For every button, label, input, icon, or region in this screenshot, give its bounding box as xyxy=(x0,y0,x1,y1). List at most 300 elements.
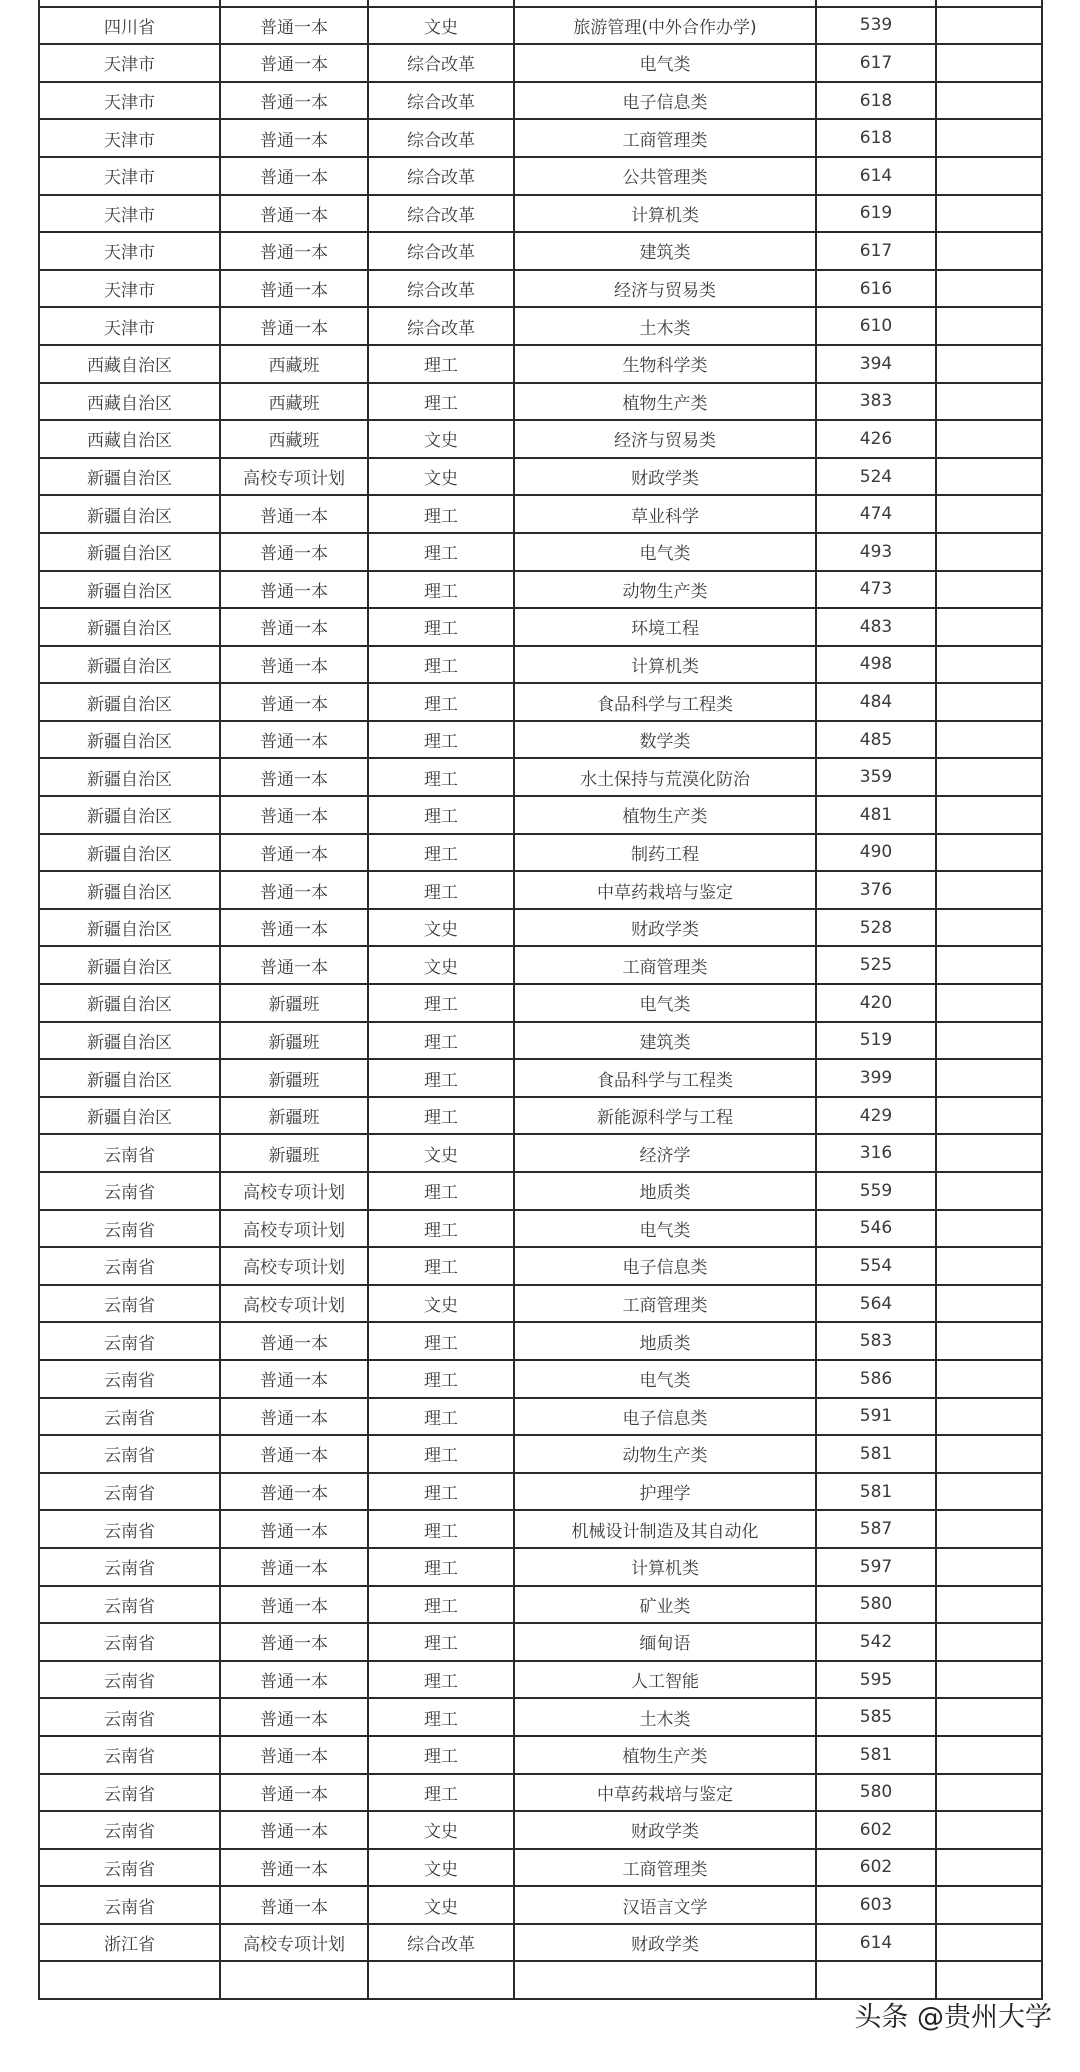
note-cell xyxy=(936,796,1042,834)
note-cell xyxy=(936,1623,1042,1661)
note-cell xyxy=(936,0,1042,7)
province-cell: 云南省 xyxy=(39,1661,220,1699)
batch-cell: 普通一本 xyxy=(220,533,368,571)
major-cell: 电气类 xyxy=(514,1210,816,1248)
score-cell: 580 xyxy=(816,1586,936,1624)
province-cell: 新疆自治区 xyxy=(39,1097,220,1135)
note-cell xyxy=(936,1134,1042,1172)
note-cell xyxy=(936,1435,1042,1473)
note-cell xyxy=(936,1736,1042,1774)
batch-cell: 普通一本 xyxy=(220,721,368,759)
province-cell: 新疆自治区 xyxy=(39,909,220,947)
province-cell: 云南省 xyxy=(39,1623,220,1661)
score-cell: 429 xyxy=(816,1097,936,1135)
score-cell: 618 xyxy=(816,82,936,120)
province-cell: 新疆自治区 xyxy=(39,758,220,796)
note-cell xyxy=(936,307,1042,345)
major-cell: 水土保持与荒漠化防治 xyxy=(514,758,816,796)
major-cell: 计算机类 xyxy=(514,195,816,233)
category-cell: 综合改革 xyxy=(368,44,514,82)
score-cell: 603 xyxy=(816,1886,936,1924)
note-cell xyxy=(936,1322,1042,1360)
score-cell xyxy=(816,0,936,7)
note-cell xyxy=(936,1247,1042,1285)
score-cell: 587 xyxy=(816,1510,936,1548)
major-cell: 汉语言文学 xyxy=(514,1886,816,1924)
table-row xyxy=(39,458,1042,496)
major-cell: 财政学类 xyxy=(514,458,816,496)
batch-cell: 普通一本 xyxy=(220,119,368,157)
score-cell: 519 xyxy=(816,1022,936,1060)
category-cell: 文史 xyxy=(368,1849,514,1887)
batch-cell: 普通一本 xyxy=(220,44,368,82)
category-cell: 理工 xyxy=(368,1435,514,1473)
table-row xyxy=(39,1435,1042,1473)
major-cell: 工商管理类 xyxy=(514,1285,816,1323)
major-cell: 植物生产类 xyxy=(514,796,816,834)
category-cell: 理工 xyxy=(368,1172,514,1210)
province-cell: 云南省 xyxy=(39,1811,220,1849)
category-cell: 理工 xyxy=(368,1774,514,1812)
province-cell: 云南省 xyxy=(39,1360,220,1398)
category-cell: 理工 xyxy=(368,1059,514,1097)
note-cell xyxy=(936,984,1042,1022)
score-cell: 583 xyxy=(816,1322,936,1360)
major-cell: 经济与贸易类 xyxy=(514,270,816,308)
table-row xyxy=(39,834,1042,872)
batch-cell: 普通一本 xyxy=(220,608,368,646)
category-cell: 综合改革 xyxy=(368,232,514,270)
table-row xyxy=(39,1961,1042,1999)
table-row xyxy=(39,909,1042,947)
table-row xyxy=(39,82,1042,120)
note-cell xyxy=(936,1360,1042,1398)
batch-cell xyxy=(220,0,368,7)
score-cell: 474 xyxy=(816,495,936,533)
table-row xyxy=(39,495,1042,533)
note-cell xyxy=(936,495,1042,533)
score-cell: 473 xyxy=(816,571,936,609)
score-cell: 581 xyxy=(816,1736,936,1774)
category-cell: 理工 xyxy=(368,571,514,609)
note-cell xyxy=(936,1097,1042,1135)
major-cell: 矿业类 xyxy=(514,1586,816,1624)
score-cell: 376 xyxy=(816,871,936,909)
batch-cell: 普通一本 xyxy=(220,1811,368,1849)
score-cell: 542 xyxy=(816,1623,936,1661)
table-row xyxy=(39,270,1042,308)
table-row xyxy=(39,383,1042,421)
table-row xyxy=(39,1548,1042,1586)
note-cell xyxy=(936,1661,1042,1699)
score-cell: 595 xyxy=(816,1661,936,1699)
table-row xyxy=(39,1247,1042,1285)
score-cell: 597 xyxy=(816,1548,936,1586)
category-cell: 理工 xyxy=(368,1586,514,1624)
table-row xyxy=(39,1510,1042,1548)
major-cell xyxy=(514,1961,816,1999)
batch-cell: 普通一本 xyxy=(220,82,368,120)
category-cell: 理工 xyxy=(368,1210,514,1248)
major-cell: 工商管理类 xyxy=(514,1849,816,1887)
category-cell: 理工 xyxy=(368,758,514,796)
major-cell: 公共管理类 xyxy=(514,157,816,195)
province-cell: 云南省 xyxy=(39,1849,220,1887)
table-row xyxy=(39,0,1042,7)
major-cell: 地质类 xyxy=(514,1322,816,1360)
table-row xyxy=(39,721,1042,759)
major-cell: 食品科学与工程类 xyxy=(514,683,816,721)
table-row xyxy=(39,646,1042,684)
category-cell: 文史 xyxy=(368,909,514,947)
major-cell: 土木类 xyxy=(514,1698,816,1736)
major-cell: 电气类 xyxy=(514,44,816,82)
table-row xyxy=(39,1473,1042,1511)
province-cell: 云南省 xyxy=(39,1774,220,1812)
score-cell: 591 xyxy=(816,1398,936,1436)
major-cell: 建筑类 xyxy=(514,232,816,270)
note-cell xyxy=(936,1285,1042,1323)
province-cell: 云南省 xyxy=(39,1247,220,1285)
score-cell: 528 xyxy=(816,909,936,947)
note-cell xyxy=(936,7,1042,45)
province-cell: 西藏自治区 xyxy=(39,420,220,458)
batch-cell: 普通一本 xyxy=(220,307,368,345)
table-row xyxy=(39,1623,1042,1661)
category-cell: 综合改革 xyxy=(368,82,514,120)
category-cell: 文史 xyxy=(368,458,514,496)
batch-cell: 普通一本 xyxy=(220,758,368,796)
batch-cell: 普通一本 xyxy=(220,571,368,609)
score-cell: 359 xyxy=(816,758,936,796)
batch-cell: 西藏班 xyxy=(220,420,368,458)
table-row xyxy=(39,119,1042,157)
province-cell: 天津市 xyxy=(39,232,220,270)
note-cell xyxy=(936,1849,1042,1887)
major-cell: 计算机类 xyxy=(514,1548,816,1586)
major-cell: 电子信息类 xyxy=(514,1398,816,1436)
category-cell: 综合改革 xyxy=(368,157,514,195)
province-cell: 新疆自治区 xyxy=(39,1059,220,1097)
batch-cell: 新疆班 xyxy=(220,1097,368,1135)
note-cell xyxy=(936,683,1042,721)
note-cell xyxy=(936,195,1042,233)
table-row xyxy=(39,683,1042,721)
province-cell: 云南省 xyxy=(39,1736,220,1774)
table-row xyxy=(39,7,1042,45)
note-cell xyxy=(936,1022,1042,1060)
major-cell: 财政学类 xyxy=(514,1811,816,1849)
major-cell: 电气类 xyxy=(514,533,816,571)
batch-cell: 普通一本 xyxy=(220,1548,368,1586)
category-cell xyxy=(368,0,514,7)
batch-cell: 普通一本 xyxy=(220,683,368,721)
category-cell: 综合改革 xyxy=(368,1924,514,1962)
category-cell: 理工 xyxy=(368,834,514,872)
score-cell: 618 xyxy=(816,119,936,157)
major-cell: 中草药栽培与鉴定 xyxy=(514,1774,816,1812)
score-cell: 484 xyxy=(816,683,936,721)
batch-cell xyxy=(220,1961,368,1999)
category-cell: 理工 xyxy=(368,984,514,1022)
batch-cell: 普通一本 xyxy=(220,1435,368,1473)
note-cell xyxy=(936,871,1042,909)
province-cell: 云南省 xyxy=(39,1322,220,1360)
note-cell xyxy=(936,1886,1042,1924)
score-cell: 383 xyxy=(816,383,936,421)
table-row xyxy=(39,195,1042,233)
province-cell: 新疆自治区 xyxy=(39,458,220,496)
note-cell xyxy=(936,646,1042,684)
batch-cell: 普通一本 xyxy=(220,1886,368,1924)
table-row xyxy=(39,307,1042,345)
major-cell: 财政学类 xyxy=(514,909,816,947)
note-cell xyxy=(936,345,1042,383)
batch-cell: 普通一本 xyxy=(220,1849,368,1887)
score-cell: 617 xyxy=(816,232,936,270)
batch-cell: 新疆班 xyxy=(220,1059,368,1097)
category-cell: 理工 xyxy=(368,345,514,383)
score-cell: 581 xyxy=(816,1435,936,1473)
category-cell: 文史 xyxy=(368,1285,514,1323)
note-cell xyxy=(936,383,1042,421)
category-cell: 理工 xyxy=(368,1698,514,1736)
batch-cell: 普通一本 xyxy=(220,495,368,533)
province-cell: 天津市 xyxy=(39,307,220,345)
table-row xyxy=(39,571,1042,609)
batch-cell: 普通一本 xyxy=(220,270,368,308)
category-cell: 理工 xyxy=(368,383,514,421)
category-cell: 理工 xyxy=(368,1322,514,1360)
major-cell: 数学类 xyxy=(514,721,816,759)
major-cell: 制药工程 xyxy=(514,834,816,872)
note-cell xyxy=(936,533,1042,571)
category-cell: 理工 xyxy=(368,495,514,533)
table-row xyxy=(39,946,1042,984)
table-row xyxy=(39,44,1042,82)
note-cell xyxy=(936,909,1042,947)
note-cell xyxy=(936,1586,1042,1624)
batch-cell: 普通一本 xyxy=(220,1774,368,1812)
note-cell xyxy=(936,1548,1042,1586)
score-cell: 539 xyxy=(816,7,936,45)
batch-cell: 新疆班 xyxy=(220,984,368,1022)
major-cell: 护理学 xyxy=(514,1473,816,1511)
batch-cell: 普通一本 xyxy=(220,909,368,947)
category-cell: 文史 xyxy=(368,7,514,45)
major-cell: 经济学 xyxy=(514,1134,816,1172)
province-cell: 四川省 xyxy=(39,7,220,45)
table-row xyxy=(39,1774,1042,1812)
category-cell: 理工 xyxy=(368,1510,514,1548)
note-cell xyxy=(936,1811,1042,1849)
province-cell: 新疆自治区 xyxy=(39,946,220,984)
score-cell: 610 xyxy=(816,307,936,345)
note-cell xyxy=(936,232,1042,270)
batch-cell: 普通一本 xyxy=(220,7,368,45)
province-cell: 云南省 xyxy=(39,1886,220,1924)
score-cell: 485 xyxy=(816,721,936,759)
major-cell: 动物生产类 xyxy=(514,571,816,609)
note-cell xyxy=(936,1473,1042,1511)
major-cell xyxy=(514,0,816,7)
table-row xyxy=(39,1736,1042,1774)
category-cell: 理工 xyxy=(368,1360,514,1398)
category-cell xyxy=(368,1961,514,1999)
table-row xyxy=(39,1398,1042,1436)
table-row xyxy=(39,796,1042,834)
note-cell xyxy=(936,1510,1042,1548)
note-cell xyxy=(936,834,1042,872)
major-cell: 电子信息类 xyxy=(514,1247,816,1285)
admission-scores-table xyxy=(38,0,1043,2000)
major-cell: 缅甸语 xyxy=(514,1623,816,1661)
batch-cell: 西藏班 xyxy=(220,345,368,383)
major-cell: 电气类 xyxy=(514,1360,816,1398)
note-cell xyxy=(936,1172,1042,1210)
category-cell: 文史 xyxy=(368,1886,514,1924)
score-cell: 498 xyxy=(816,646,936,684)
score-cell: 614 xyxy=(816,1924,936,1962)
table-row xyxy=(39,871,1042,909)
province-cell: 天津市 xyxy=(39,195,220,233)
category-cell: 文史 xyxy=(368,1811,514,1849)
province-cell: 新疆自治区 xyxy=(39,533,220,571)
category-cell: 理工 xyxy=(368,1247,514,1285)
table-row xyxy=(39,1811,1042,1849)
score-cell: 559 xyxy=(816,1172,936,1210)
major-cell: 人工智能 xyxy=(514,1661,816,1699)
major-cell: 地质类 xyxy=(514,1172,816,1210)
province-cell: 新疆自治区 xyxy=(39,683,220,721)
major-cell: 计算机类 xyxy=(514,646,816,684)
score-cell: 420 xyxy=(816,984,936,1022)
province-cell: 新疆自治区 xyxy=(39,834,220,872)
category-cell: 理工 xyxy=(368,1022,514,1060)
note-cell xyxy=(936,1059,1042,1097)
note-cell xyxy=(936,420,1042,458)
major-cell: 机械设计制造及其自动化 xyxy=(514,1510,816,1548)
major-cell: 旅游管理(中外合作办学) xyxy=(514,7,816,45)
province-cell xyxy=(39,1961,220,1999)
batch-cell: 普通一本 xyxy=(220,1623,368,1661)
batch-cell: 普通一本 xyxy=(220,946,368,984)
score-cell: 524 xyxy=(816,458,936,496)
score-cell xyxy=(816,1961,936,1999)
score-cell: 483 xyxy=(816,608,936,646)
major-cell: 经济与贸易类 xyxy=(514,420,816,458)
note-cell xyxy=(936,1210,1042,1248)
score-cell: 586 xyxy=(816,1360,936,1398)
batch-cell: 普通一本 xyxy=(220,1736,368,1774)
category-cell: 综合改革 xyxy=(368,119,514,157)
category-cell: 理工 xyxy=(368,1623,514,1661)
major-cell: 建筑类 xyxy=(514,1022,816,1060)
province-cell: 云南省 xyxy=(39,1210,220,1248)
note-cell xyxy=(936,571,1042,609)
province-cell: 新疆自治区 xyxy=(39,495,220,533)
batch-cell: 普通一本 xyxy=(220,157,368,195)
category-cell: 理工 xyxy=(368,871,514,909)
province-cell: 云南省 xyxy=(39,1510,220,1548)
batch-cell: 高校专项计划 xyxy=(220,1172,368,1210)
major-cell: 工商管理类 xyxy=(514,946,816,984)
major-cell: 草业科学 xyxy=(514,495,816,533)
province-cell: 新疆自治区 xyxy=(39,871,220,909)
province-cell: 云南省 xyxy=(39,1435,220,1473)
category-cell: 综合改革 xyxy=(368,270,514,308)
score-cell: 554 xyxy=(816,1247,936,1285)
note-cell xyxy=(936,1961,1042,1999)
batch-cell: 普通一本 xyxy=(220,1360,368,1398)
score-cell: 580 xyxy=(816,1774,936,1812)
province-cell: 新疆自治区 xyxy=(39,608,220,646)
batch-cell: 普通一本 xyxy=(220,834,368,872)
major-cell: 土木类 xyxy=(514,307,816,345)
table-row xyxy=(39,608,1042,646)
note-cell xyxy=(936,721,1042,759)
score-cell: 581 xyxy=(816,1473,936,1511)
batch-cell: 普通一本 xyxy=(220,871,368,909)
batch-cell: 高校专项计划 xyxy=(220,458,368,496)
category-cell: 理工 xyxy=(368,721,514,759)
category-cell: 理工 xyxy=(368,683,514,721)
table-row xyxy=(39,420,1042,458)
table-row xyxy=(39,1322,1042,1360)
batch-cell: 新疆班 xyxy=(220,1022,368,1060)
category-cell: 理工 xyxy=(368,1661,514,1699)
category-cell: 理工 xyxy=(368,1398,514,1436)
category-cell: 理工 xyxy=(368,1473,514,1511)
province-cell: 新疆自治区 xyxy=(39,796,220,834)
major-cell: 电气类 xyxy=(514,984,816,1022)
major-cell: 环境工程 xyxy=(514,608,816,646)
note-cell xyxy=(936,758,1042,796)
note-cell xyxy=(936,157,1042,195)
province-cell: 新疆自治区 xyxy=(39,1022,220,1060)
province-cell xyxy=(39,0,220,7)
province-cell: 云南省 xyxy=(39,1398,220,1436)
table-row xyxy=(39,1849,1042,1887)
batch-cell: 西藏班 xyxy=(220,383,368,421)
major-cell: 生物科学类 xyxy=(514,345,816,383)
score-cell: 585 xyxy=(816,1698,936,1736)
batch-cell: 普通一本 xyxy=(220,1398,368,1436)
province-cell: 天津市 xyxy=(39,82,220,120)
batch-cell: 普通一本 xyxy=(220,796,368,834)
score-cell: 617 xyxy=(816,44,936,82)
score-cell: 426 xyxy=(816,420,936,458)
province-cell: 新疆自治区 xyxy=(39,721,220,759)
score-cell: 619 xyxy=(816,195,936,233)
batch-cell: 普通一本 xyxy=(220,1510,368,1548)
province-cell: 天津市 xyxy=(39,157,220,195)
category-cell: 理工 xyxy=(368,796,514,834)
major-cell: 食品科学与工程类 xyxy=(514,1059,816,1097)
major-cell: 动物生产类 xyxy=(514,1435,816,1473)
note-cell xyxy=(936,1774,1042,1812)
table-row xyxy=(39,1886,1042,1924)
province-cell: 西藏自治区 xyxy=(39,345,220,383)
province-cell: 云南省 xyxy=(39,1285,220,1323)
major-cell: 新能源科学与工程 xyxy=(514,1097,816,1135)
province-cell: 浙江省 xyxy=(39,1924,220,1962)
major-cell: 财政学类 xyxy=(514,1924,816,1962)
major-cell: 中草药栽培与鉴定 xyxy=(514,871,816,909)
category-cell: 综合改革 xyxy=(368,307,514,345)
major-cell: 工商管理类 xyxy=(514,119,816,157)
score-cell: 602 xyxy=(816,1811,936,1849)
